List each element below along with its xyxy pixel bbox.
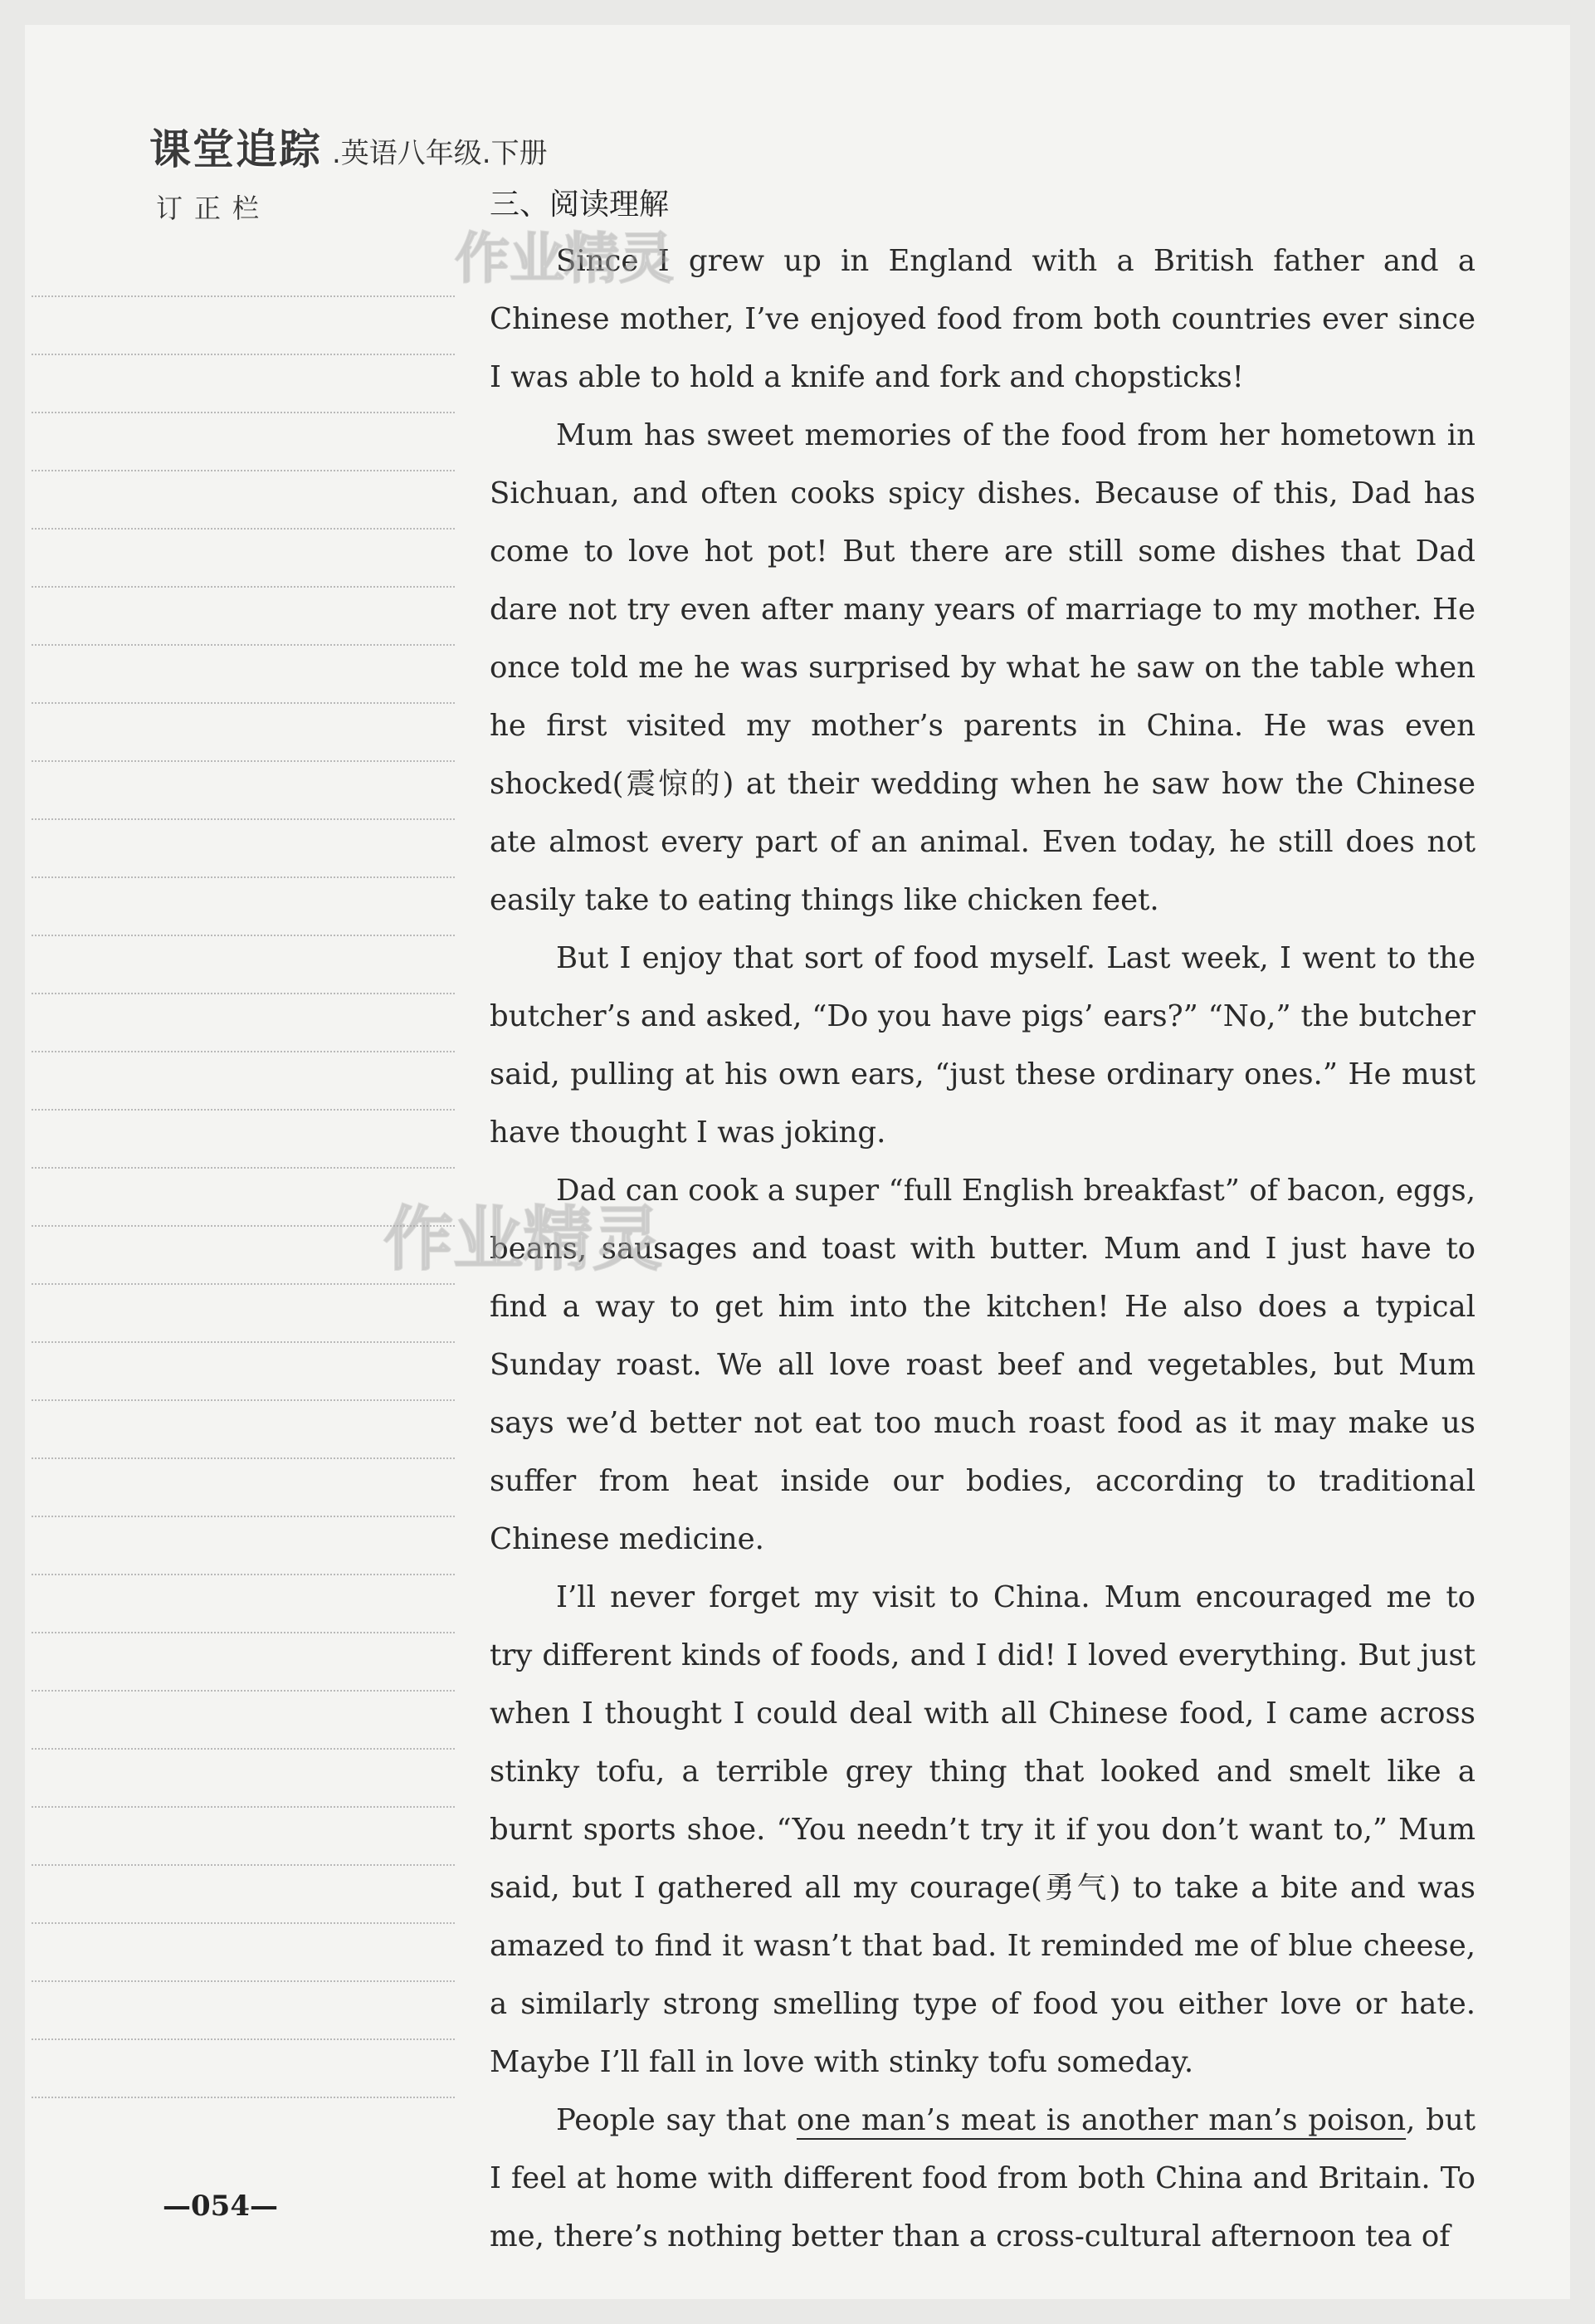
paragraph-6-rest: , but I feel at home with different food from both China and Britain. To me, there’s nothing better than a cross-cultural afternoon tea of [490,2103,1475,2253]
ruled-line [32,1864,455,1866]
paragraph-6-lead: People say that [556,2103,797,2137]
watermark: 作业精灵 [383,1199,663,1280]
ruled-line [32,993,455,994]
underlined-proverb: one man’s meat is another man’s poison [796,2103,1407,2137]
ruled-line [32,1690,455,1692]
ruled-line [32,354,455,355]
ruled-line [32,702,455,704]
ruled-line [32,818,455,820]
ruled-line [32,295,455,297]
ruled-line [32,412,455,413]
section-title: 三、阅读理解 [490,188,670,222]
paragraph-2: Mum has sweet memories of the food from her hometown in Sichuan, and often cooks spicy dishes. Because of this, Dad has come to love hot pot! But there are still some dishes that Dad dare not try even after many years of marriage to my mother. He once told me he was surprised by what he saw on the table when he first visited my mother’s parents in China. He was even shocked(震惊的) at their wedding when he saw how the Chinese ate almost every part of an animal. Even today, he still does not easily take to eating things like chicken feet. [490,418,1475,917]
ruled-line [32,1457,455,1459]
paragraph-4: Dad can cook a super “full English breakfast” of bacon, eggs, beans, sausages and toast with butter. Mum and I just have to find a way to get him into the kitchen! He also does a typical Sunday roast. We all love roast beef and vegetables, but Mum says we’d better not eat too much roast food as it may make us suffer from heat inside our bodies, according to traditional Chinese medicine. [490,1174,1475,1556]
correction-column-label: 订正栏 [156,193,271,224]
ruled-line [32,1341,455,1343]
ruled-line [32,1399,455,1401]
ruled-line [32,644,455,646]
paragraph-3: But I enjoy that sort of food myself. Last week, I went to the butcher’s and asked, “Do you have pigs’ ears?” “No,” the butcher said, pulling at his own ears, “just these ordinary ones.” He must have thought I was joking. [490,941,1475,1150]
ruled-line [32,1283,455,1285]
book-subtitle: .英语八年级.下册 [332,137,548,170]
ruled-line [32,1167,455,1169]
reading-passage [490,232,1475,2266]
ruled-line [32,1109,455,1111]
page-header [149,116,548,176]
ruled-line [32,1980,455,1982]
ruled-line [32,1806,455,1808]
watermark: 作业精灵 [455,227,674,290]
ruled-line [32,2038,455,2040]
ruled-line [32,1922,455,1924]
ruled-line [32,586,455,588]
ruled-line [32,1051,455,1052]
correction-column-lines [32,295,455,2155]
paragraph-6 [490,2092,1475,2266]
ruled-line [32,760,455,762]
ruled-line [32,528,455,530]
paragraph-5: I’ll never forget my visit to China. Mum encouraged me to try different kinds of foods, and I did! I loved everything. But just when I thought I could deal with all Chinese food, I came across stinky tofu, a terrible grey thing that looked and smelt like a burnt sports shoe. “You needn’t try it if you don’t want to,” Mum said, but I gathered all my courage(勇气) to take a bite and was amazed to find it wasn’t that bad. It reminded me of blue cheese, a similarly strong smelling type of food you either love or hate. Maybe I’ll fall in love with stinky tofu someday. [490,1580,1475,2079]
ruled-line [32,2097,455,2098]
ruled-line [32,876,455,878]
page-number: —054— [163,2190,278,2223]
brand-logo: 课堂追踪 [149,125,322,173]
ruled-line [32,470,455,471]
ruled-line [32,1632,455,1633]
ruled-line [32,1225,455,1227]
ruled-line [32,1516,455,1517]
ruled-line [32,935,455,936]
paragraph-1: Since I grew up in England with a British father and a Chinese mother, I’ve enjoyed food from both countries ever since I was able to hold a knife and fork and chopsticks! [490,244,1475,394]
ruled-line [32,1574,455,1575]
ruled-line [32,1748,455,1750]
